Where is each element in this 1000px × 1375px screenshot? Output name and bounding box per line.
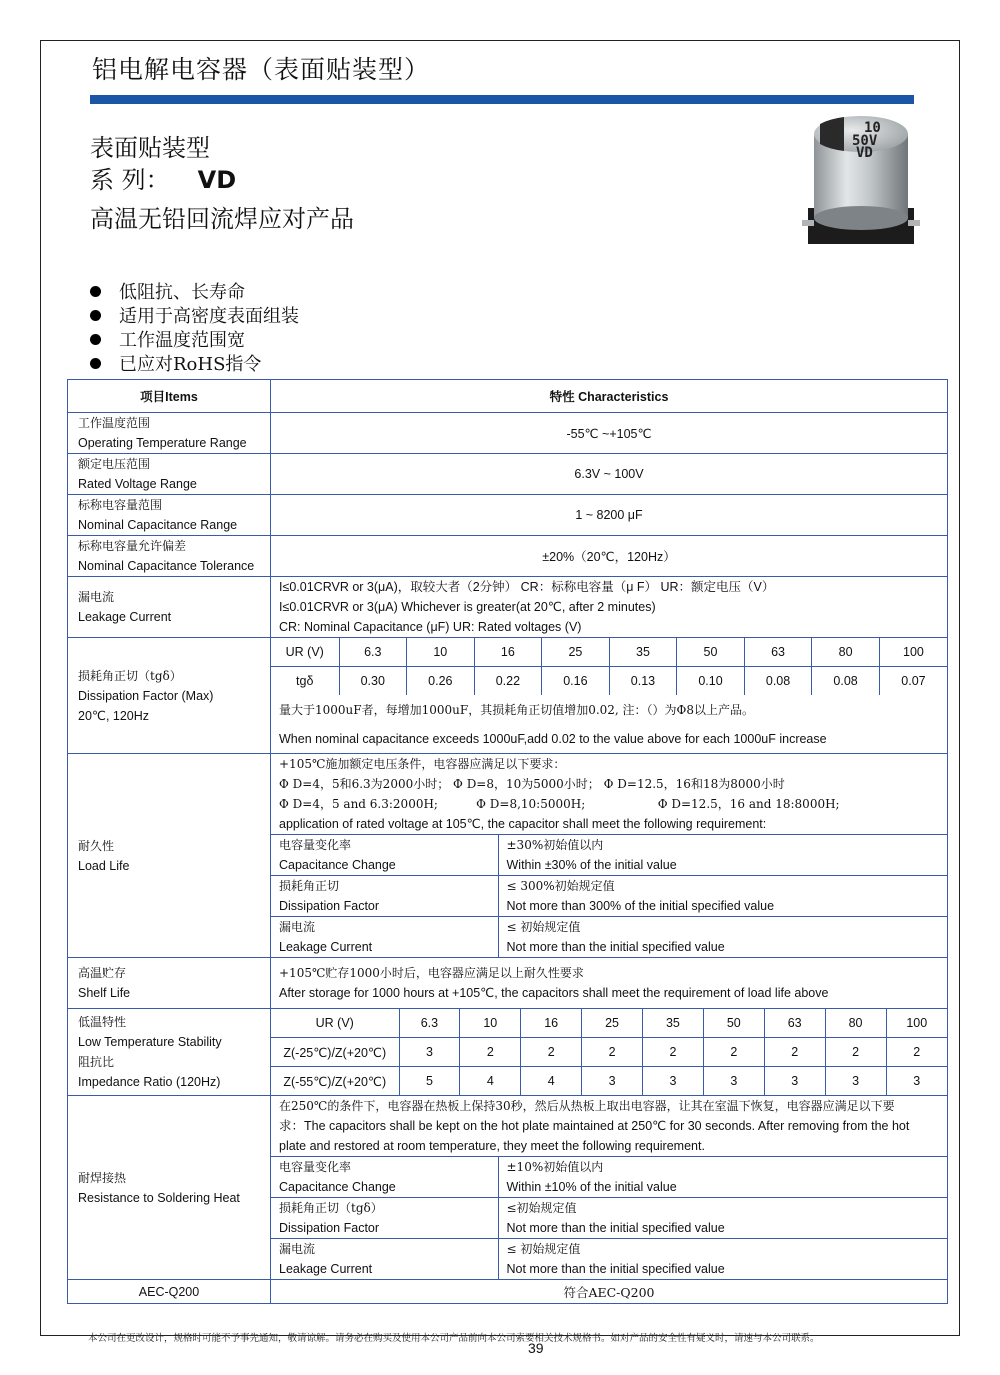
bullet-icon xyxy=(90,310,101,321)
series-line xyxy=(90,160,236,195)
feature-item: 适用于高密度表面组装 xyxy=(90,305,299,329)
row-voltage: 额定电压范围 Rated Voltage Range 6.3V ~ 100V xyxy=(68,454,948,495)
feature-item: 工作温度范围宽 xyxy=(90,329,299,353)
row-dissipation-factor: 损耗角正切（tgδ） Dissipation Factor (Max) 20℃, 120Hz UR (V) 6.3 10 16 25 35 50 63 80 100 tgδ 0.30 0.26 0.22 0.16 0.13 0.10 0.08 0.08 0.07 量大于1000uF者，每增加1000uF，其损耗角正切值增加0.02, 注：（）为Φ8以上产品。 When nominal capacitance exceeds 1000uF,add 0.02 to the value above for each 1000uF increase xyxy=(68,638,948,754)
impedance-ratio-table: UR (V) 6.3 10 16 25 35 50 63 80 100 Z(-25℃)/Z(+20℃) 3 2 2 2 2 2 2 2 2 Z(-55℃)/Z(+20℃) 5 4 4 3 3 3 3 3 3 xyxy=(271,1009,947,1095)
series-value: VD xyxy=(197,166,237,194)
series-label: 系 列： xyxy=(90,166,170,194)
product-tagline: 高温无铅回流焊应对产品 xyxy=(90,205,354,233)
row-soldering-heat: 耐焊接热 Resistance to Soldering Heat 在250℃的条件下，电容器在热板上保持30秒，然后从热板上取出电容器，让其在室温下恢复，电容器应满足以下要 求：The capacitors shall be kept on the hot plate maintained at 250℃ for 30 seconds. After removing from the hot plate and restored at room temperature, they meet the following requirement. 电容量变化率 Capacitance Change ±10%初始值以内 Within ±10% of the initial value 损耗角正切（tgδ） Dissipation Factor ≤初始规定值 Not more than the initial specified value 漏电流 Leakage Current ≤ 初始规定值 Not more than the initial specified value xyxy=(68,1096,948,1280)
footer-notice: 本公司在更改设计，规格时可能不予事先通知，敬请谅解。请务必在购买及使用本公司产品前向本公司索要相关技术规格书。如对产品的安全性有疑义时，请速与本公司联系。 xyxy=(88,1333,820,1344)
row-capacitance: 标称电容量范围 Nominal Capacitance Range 1 ~ 8200 μF xyxy=(68,495,948,536)
row-load-life: 耐久性 Load Life +105℃施加额定电压条件，电容器应满足以下要求： Φ D=4，5和6.3为2000小时； Φ D=8，10为5000小时； Φ D=12.5，16和18为8000小时 Φ D=4，5 and 6.3:2000H; Φ D=8,10:5000H; Φ D=12.5，16 and 18:8000H; application of rated voltage at 105℃, the capacitor shall meet the following requirement: 电容量变化率 Capacitance Change ±30%初始值以内 Within ±30% of the initial value 损耗角正切 Dissipation Factor ≤ 300%初始规定值 Not more than 300% of the initial specified value 漏电流 Leakage Current ≤ 初始规定值 Not more than the initial specified value xyxy=(68,754,948,958)
bullet-icon xyxy=(90,358,101,369)
bullet-icon xyxy=(90,286,101,297)
df-table: UR (V) 6.3 10 16 25 35 50 63 80 100 tgδ 0.30 0.26 0.22 0.16 0.13 0.10 0.08 0.08 0.07 xyxy=(271,638,947,695)
row-low-temp: 低温特性 Low Temperature Stability 阻抗比 Impedance Ratio (120Hz) UR (V) 6.3 10 16 25 35 50 63 80 100 Z(-25℃)/Z(+20℃) 3 2 2 2 2 2 2 2 2 Z(-55℃)/Z(+20℃) 5 4 4 3 3 3 3 3 3 xyxy=(68,1009,948,1096)
page-number: 39 xyxy=(528,1340,544,1356)
row-temperature: 工作温度范围 Operating Temperature Range -55℃ ~+105℃ xyxy=(68,413,948,454)
row-leakage: 漏电流 Leakage Current I≤0.01CRVR or 3(μA)，取较大者（2分钟） CR：标称电容量（μ F） UR：额定电压（V） I≤0.01CRVR or 3(μA) Whichever is greater(at 20℃, after 2 minutes) CR: Nominal Capacitance (μF) UR: Rated voltages (V) xyxy=(68,577,948,638)
title-accent-bar xyxy=(90,95,914,104)
page-title: 铝电解电容器（表面贴装型） xyxy=(92,55,431,84)
feature-item: 低阻抗、长寿命 xyxy=(90,281,299,305)
header-items: 项目Items xyxy=(68,380,271,413)
spec-header-row xyxy=(68,380,948,413)
soldering-criteria: 电容量变化率 Capacitance Change ±10%初始值以内 Within ±10% of the initial value 损耗角正切（tgδ） Dissipation Factor ≤初始规定值 Not more than the initial specified value 漏电流 Leakage Current ≤ 初始规定值 Not more than the initial specified value xyxy=(271,1156,947,1279)
row-tolerance: 标称电容量允许偏差 Nominal Capacitance Tolerance ±20%（20℃，120Hz） xyxy=(68,536,948,577)
feature-item: 已应对RoHS指令 xyxy=(90,353,299,377)
type-label: 表面贴装型 xyxy=(90,134,210,162)
header-characteristics: 特性 Characteristics xyxy=(271,380,948,413)
spec-table xyxy=(67,379,948,1304)
capacitor-marking-2: 50V xyxy=(852,133,878,149)
row-shelf-life: 高温贮存 Shelf Life +105℃贮存1000小时后，电容器应满足以上耐久性要求 After storage for 1000 hours at +105℃, the capacitors shall meet the requirement of load life above xyxy=(68,958,948,1009)
capacitor-marking-1: 10 xyxy=(864,120,881,136)
capacitor-product-image xyxy=(800,112,922,247)
capacitor-marking-3: VD xyxy=(856,145,873,161)
bullet-icon xyxy=(90,334,101,345)
row-aec: AEC-Q200 符合AEC-Q200 xyxy=(68,1280,948,1304)
feature-list xyxy=(90,281,299,377)
load-life-criteria: 电容量变化率 Capacitance Change ±30%初始值以内 Within ±30% of the initial value 损耗角正切 Dissipation Factor ≤ 300%初始规定值 Not more than 300% of the initial specified value 漏电流 Leakage Current ≤ 初始规定值 Not more than the initial specified value xyxy=(271,834,947,957)
